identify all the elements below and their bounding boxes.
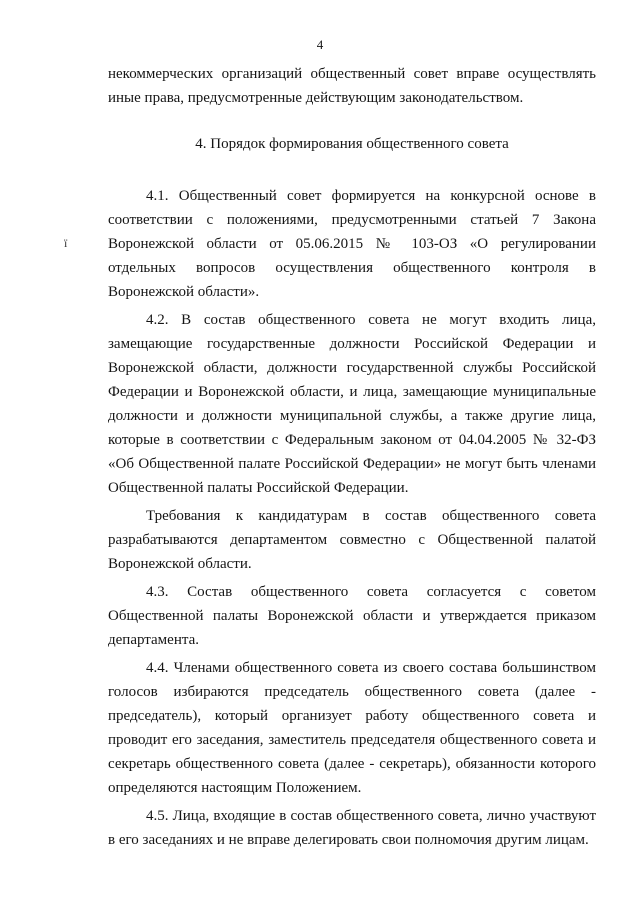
intro-paragraph: некоммерческих организаций общественный совет вправе осуществлять иные права, предусмотренные действующим законодательством. bbox=[108, 66, 596, 106]
document-body bbox=[108, 62, 596, 852]
paragraph-4-3: 4.3. Состав общественного совета согласуется с советом Общественной палаты Воронежской области и утверждается приказом департамента. bbox=[108, 584, 596, 648]
margin-mark: ї bbox=[64, 236, 68, 250]
section-heading: 4. Порядок формирования общественного совета bbox=[195, 136, 509, 152]
paragraph-4-4: 4.4. Членами общественного совета из своего состава большинством голосов избираются председатель общественного совета (далее - председатель), который организует работу общественного совета и проводит его заседания, заместитель председателя общественного совета и секретарь общественного совета (далее - секретарь), обязанности которого определяются настоящим Положением. bbox=[108, 660, 596, 796]
paragraph-4-2: 4.2. В состав общественного совета не могут входить лица, замещающие государственные должности Российской Федерации и Воронежской области, должности государственной службы Российской Федерации и Воронежской области, и лица, замещающие муниципальные должности и должности муниципальной службы, а также другие лица, которые в соответствии с Федеральным законом от 04.04.2005 № 32-ФЗ «Об Общественной палате Российской Федерации» не могут быть членами Общественной палаты Российской Федерации. bbox=[108, 312, 596, 496]
paragraph-requirements: Требования к кандидатурам в состав общественного совета разрабатываются департаментом совместно с Общественной палатой Воронежской области. bbox=[108, 508, 596, 572]
paragraph-4-1: 4.1. Общественный совет формируется на конкурсной основе в соответствии с положениями, предусмотренными статьей 7 Закона Воронежской области от 05.06.2015 № 103-ОЗ «О регулировании отдельных вопросов осуществления общественного контроля в Воронежской области». bbox=[108, 188, 596, 300]
page-number: 4 bbox=[316, 37, 324, 52]
paragraph-4-5: 4.5. Лица, входящие в состав общественного совета, лично участвуют в его заседаниях и не вправе делегировать свои полномочия другим лицам. bbox=[108, 808, 596, 848]
